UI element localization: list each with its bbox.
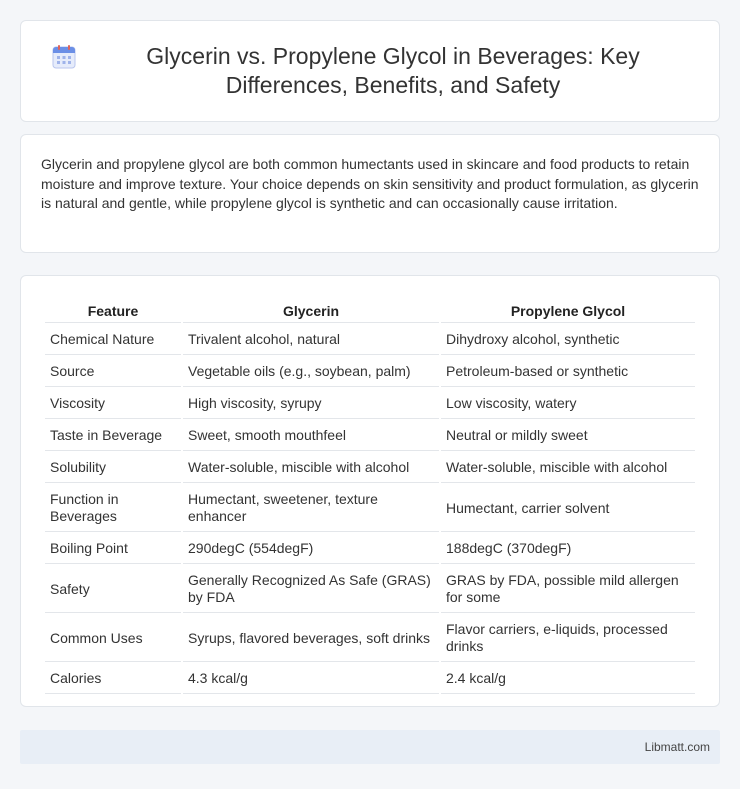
table-row [45,389,695,419]
glycerin-cell: Syrups, flavored beverages, soft drinks [183,615,439,662]
table-row [45,485,695,532]
footer-brand[interactable]: Libmatt.com [644,740,710,754]
table-row [45,664,695,694]
header-propylene-glycol: Propylene Glycol [441,298,695,323]
propylene-glycol-cell: Neutral or mildly sweet [441,421,695,451]
propylene-glycol-cell: GRAS by FDA, possible mild allergen for some [441,566,695,613]
propylene-glycol-cell: Flavor carriers, e-liquids, processed drinks [441,615,695,662]
glycerin-cell: Humectant, sweetener, texture enhancer [183,485,439,532]
glycerin-cell: Generally Recognized As Safe (GRAS) by FDA [183,566,439,613]
feature-cell: Source [45,357,181,387]
table-header-row [45,298,695,323]
table-row [45,421,695,451]
header-feature: Feature [45,298,181,323]
title-wrap [51,42,689,100]
feature-cell: Taste in Beverage [45,421,181,451]
feature-cell: Common Uses [45,615,181,662]
comparison-table [43,296,697,696]
propylene-glycol-cell: Low viscosity, watery [441,389,695,419]
glycerin-cell: High viscosity, syrupy [183,389,439,419]
intro-text: Glycerin and propylene glycol are both common humectants used in skincare and food products to retain moisture and improve texture. Your choice depends on skin sensitivity and product formulation, as glycerin is natural and gentle, while propylene glycol is synthetic and can occasionally cause irritation. [41,156,699,211]
propylene-glycol-cell: 188degC (370degF) [441,534,695,564]
feature-cell: Chemical Nature [45,325,181,355]
footer-bar [20,730,720,764]
calendar-icon [51,44,77,70]
glycerin-cell: Vegetable oils (e.g., soybean, palm) [183,357,439,387]
glycerin-cell: Water-soluble, miscible with alcohol [183,453,439,483]
feature-cell: Calories [45,664,181,694]
table-row [45,453,695,483]
header-glycerin: Glycerin [183,298,439,323]
propylene-glycol-cell: Dihydroxy alcohol, synthetic [441,325,695,355]
comparison-table-card [20,275,720,707]
feature-cell: Safety [45,566,181,613]
glycerin-cell: 4.3 kcal/g [183,664,439,694]
propylene-glycol-cell: Water-soluble, miscible with alcohol [441,453,695,483]
intro-card [20,134,720,253]
table-row [45,357,695,387]
feature-cell: Function in Beverages [45,485,181,532]
table-row [45,325,695,355]
propylene-glycol-cell: Humectant, carrier solvent [441,485,695,532]
feature-cell: Viscosity [45,389,181,419]
table-row [45,534,695,564]
table-row [45,615,695,662]
page-title: Glycerin vs. Propylene Glycol in Beverages: Key Differences, Benefits, and Safety [146,43,640,98]
propylene-glycol-cell: 2.4 kcal/g [441,664,695,694]
feature-cell: Solubility [45,453,181,483]
glycerin-cell: Sweet, smooth mouthfeel [183,421,439,451]
table-row [45,566,695,613]
glycerin-cell: 290degC (554degF) [183,534,439,564]
glycerin-cell: Trivalent alcohol, natural [183,325,439,355]
propylene-glycol-cell: Petroleum-based or synthetic [441,357,695,387]
header-card [20,20,720,122]
feature-cell: Boiling Point [45,534,181,564]
